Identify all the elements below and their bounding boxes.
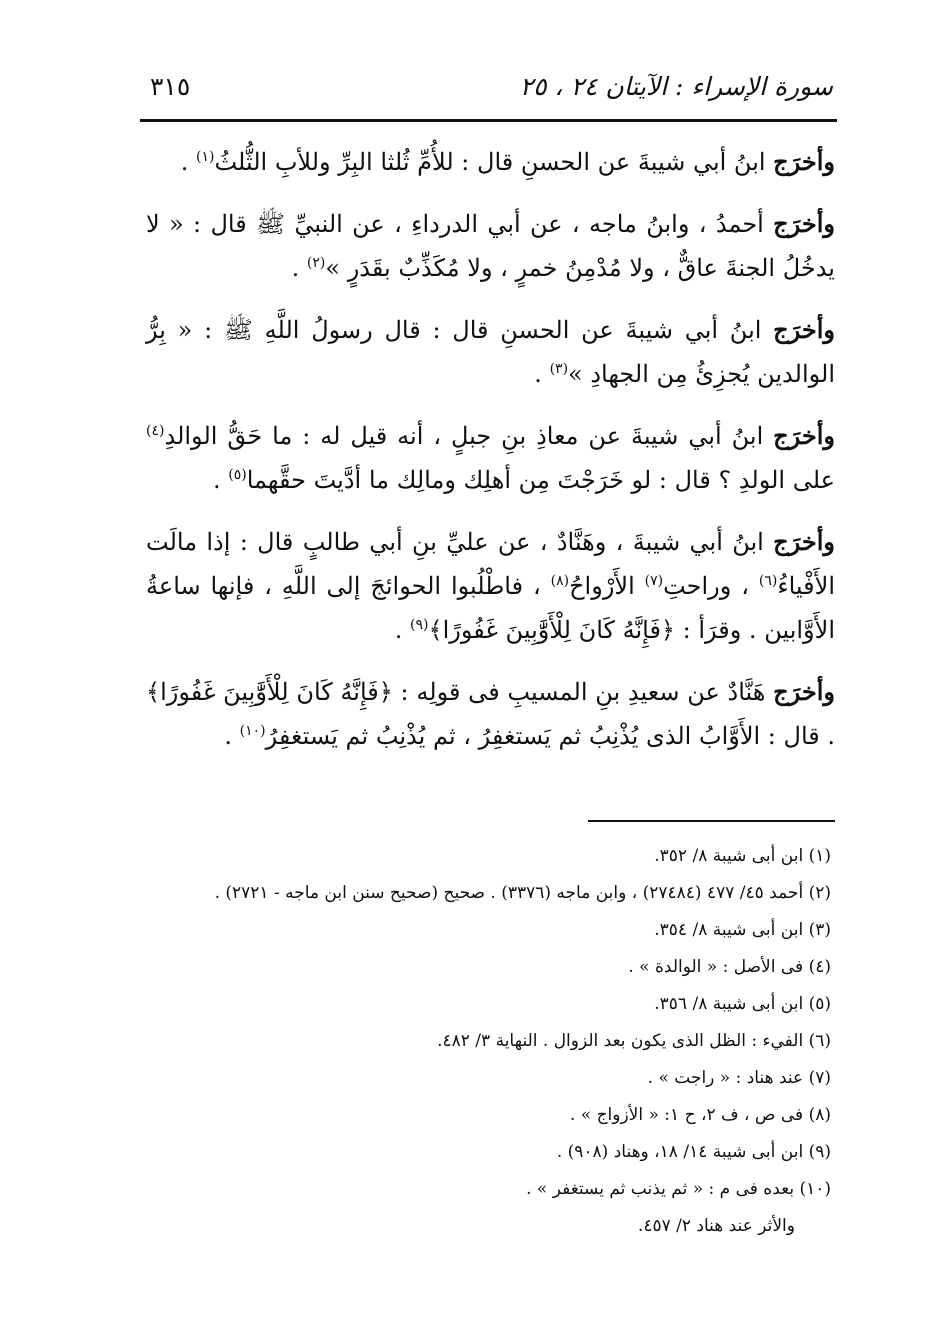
page-number: ٣١٥ <box>150 72 191 101</box>
footnote-10-continuation: والأثر عند هناد ٢/ ٤٥٧. <box>637 1216 795 1236</box>
footnote-2: (٢) أحمد ٤٥/ ٤٧٧ (٢٧٤٨٤) ، وابن ماجه (٣٣٧٦) . صحيح (صحيح سنن ابن ماجه - ٢٧٢١) . <box>214 883 831 903</box>
paragraph-text: ابنُ أبي شيبةَ ، وهَنَّادٌ ، عن عليِّ بنِ أبي طالبٍ قال : إذا مالَت الأَفْياءُ <box>146 528 835 600</box>
paragraph-lead: وأخرَج <box>773 209 835 238</box>
footnotes <box>140 838 831 1245</box>
footnote-7: (٧) عند هناد : « راجت » . <box>647 1068 831 1088</box>
header-title: سورة الإسراء : الآيتان ٢٤ ، ٢٥ <box>519 72 833 101</box>
paragraph-text: ، فاطْلُبوا الحوائجَ إلى اللَّهِ ، فإنها ساعةُ الأَوَّابين . وقرَأ : ﴿فَإِنَّهُ كَانَ لِلْأَوَّٰبِينَ غَفُورًا﴾ <box>146 572 835 644</box>
paragraph-text: ابنُ أبي شيبةَ عن الحسنِ قال : قال رسولُ اللَّهِ ﷺ : « بِرُّ الوالدين يُجزِئُ مِن الجهادِ » <box>146 316 835 388</box>
paragraph-text: هَنَّادٌ عن سعيدِ بنِ المسيبِ فى قولِه : ﴿فَإِنَّهُ كَانَ لِلْأَوَّٰبِينَ غَفُورًا﴾ . قال : الأَوَّابُ الذى يُذْنِبُ ثم يَستغفِرُ ، ثم يُذْنِبُ ثم يَستغفِرُ <box>146 678 835 750</box>
footnote-1: (١) ابن أبى شيبة ٨/ ٣٥٢. <box>654 846 831 866</box>
paragraph-text: أحمدُ ، وابنُ ماجه ، عن أبي الدرداءِ ، عن النبيِّ ﷺ قال : « لا يدخُلُ الجنةَ عاقٌّ ، ولا مُدْمِنُ خمرٍ ، ولا مُكَذِّبٌ بقَدَرٍ » <box>146 210 835 282</box>
paragraph-lead: وأخرَج <box>773 421 835 450</box>
footnote-ref[interactable]: (٦) <box>758 573 778 589</box>
paragraph-text: ابنُ أبي شيبةَ عن معاذِ بنِ جبلٍ ، أنه قيل له : ما حَقُّ الوالدِ <box>164 422 774 450</box>
paragraph-6 <box>146 670 835 758</box>
paragraph-lead: وأخرَج <box>773 677 835 706</box>
paragraph-end: . <box>224 722 240 750</box>
paragraph-4 <box>146 414 835 502</box>
footnote-ref[interactable]: (٧) <box>644 573 664 589</box>
footnote-ref[interactable]: (٤) <box>146 423 165 439</box>
footnote-ref[interactable]: (١٠) <box>239 723 266 739</box>
footnote-ref[interactable]: (٣) <box>549 361 569 377</box>
footnote-ref[interactable]: (٢) <box>306 255 326 271</box>
paragraph-end: . <box>394 616 411 644</box>
paragraph-2 <box>146 202 835 290</box>
paragraph-text: ، وراحتِ <box>663 572 759 600</box>
running-header <box>150 72 833 118</box>
footnote-9: (٩) ابن أبى شيبة ١٤/ ١٨، وهناد (٩٠٨) . <box>556 1142 831 1162</box>
paragraph-lead: وأخرَج <box>773 147 835 176</box>
paragraph-5 <box>146 520 835 652</box>
footnote-ref[interactable]: (٥) <box>228 467 247 483</box>
footnote-6: (٦) الفيء : الظل الذى يكون بعد الزوال . النهاية ٣/ ٤٨٢. <box>437 1031 831 1051</box>
paragraph-lead: وأخرَج <box>773 315 835 344</box>
header-rule <box>140 119 837 122</box>
paragraph-lead: وأخرَج <box>773 527 835 556</box>
paragraph-end: . <box>180 148 196 176</box>
paragraph-3 <box>146 308 835 396</box>
paragraph-text: ابنُ أبي شيبةَ عن الحسنِ قال : للأُمِّ ثُلثا البِرِّ وللأبِ الثُّلثُ <box>214 148 774 176</box>
paragraph-text: على الولدِ ؟ قال : لو خَرَجْتَ مِن أهلِك ومالِك ما أدَّيتَ حقَّهما <box>246 466 835 494</box>
footnote-ref[interactable]: (٩) <box>410 617 429 633</box>
main-text <box>146 140 835 776</box>
paragraph-1 <box>146 140 835 184</box>
footnote-10: (١٠) بعده فى م : « ثم يذنب ثم يستغفر » . <box>526 1179 831 1199</box>
footnote-8: (٨) فى ص ، ف ٢، ح ١: « الأزواج » . <box>569 1105 831 1125</box>
footnote-5: (٥) ابن أبى شيبة ٨/ ٣٥٦. <box>654 994 831 1014</box>
footnote-ref[interactable]: (١) <box>195 149 215 165</box>
footnote-3: (٣) ابن أبى شيبة ٨/ ٣٥٤. <box>654 920 831 940</box>
paragraph-text: الأَرْواحُ <box>569 572 645 600</box>
paragraph-end: . <box>291 254 307 282</box>
footnote-rule <box>588 820 835 822</box>
footnote-ref[interactable]: (٨) <box>550 573 570 589</box>
paragraph-end: . <box>534 360 550 388</box>
footnote-4: (٤) فى الأصل : « الوالدة » . <box>628 957 831 977</box>
paragraph-end: . <box>213 466 229 494</box>
